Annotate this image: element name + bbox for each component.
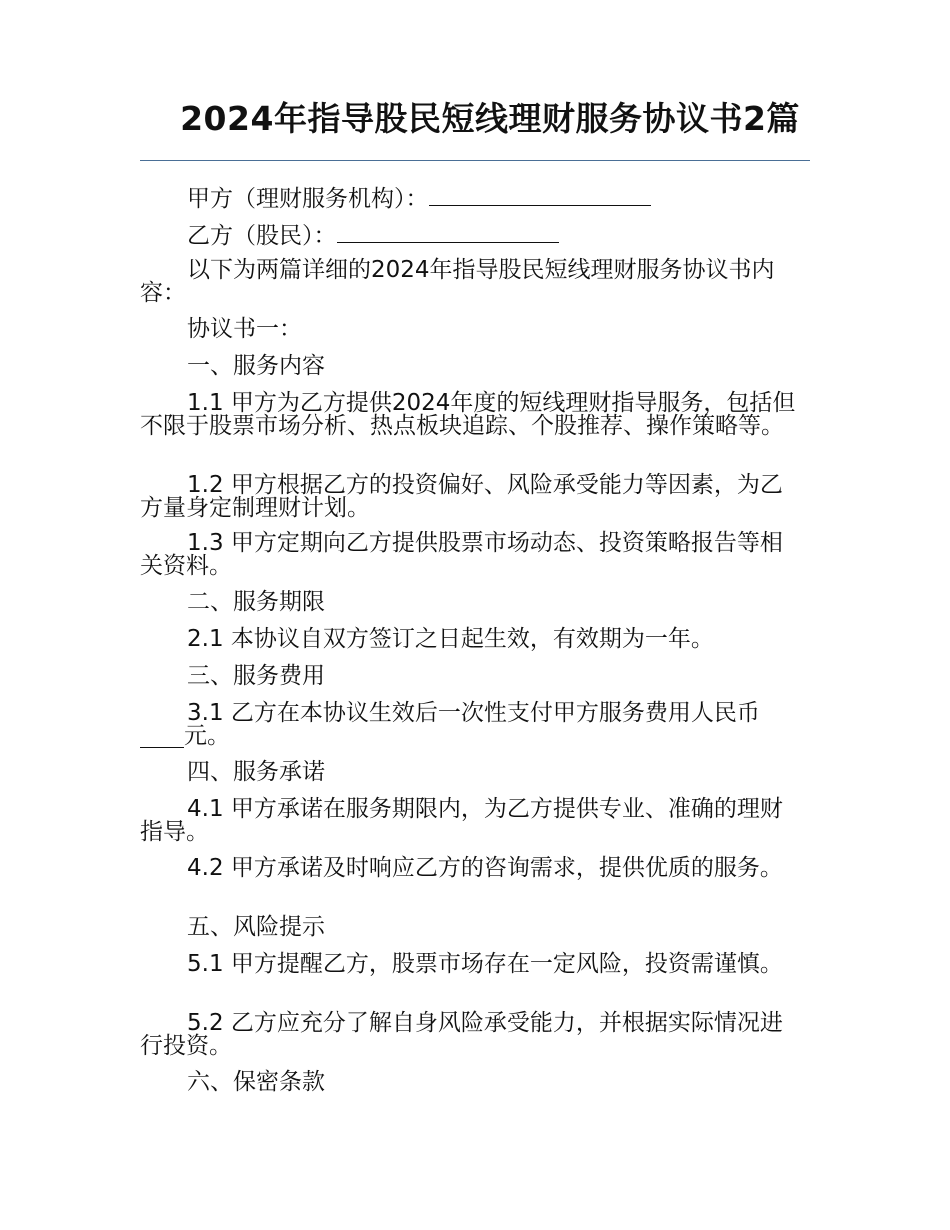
clause-4-2: 4.2 甲方承诺及时响应乙方的咨询需求，提供优质的服务。 [187, 855, 783, 881]
clause-3-1-text: 3.1 乙方在本协议生效后一次性支付甲方服务费用人民币 [187, 700, 760, 726]
clause-3-1 [140, 702, 804, 725]
clause-5-1: 5.1 甲方提醒乙方，股票市场存在一定风险，投资需谨慎。 [187, 951, 783, 977]
clause-4-1: 4.1 甲方承诺在服务期限内，为乙方提供专业、准确的理财指导。 [140, 796, 783, 845]
clause-1-2: 1.2 甲方根据乙方的投资偏好、风险承受能力等因素，为乙方量身定制理财计划。 [140, 472, 783, 521]
section-heading-3: 三、服务费用 [187, 663, 325, 689]
section-heading-5: 五、风险提示 [187, 914, 325, 940]
agreement-one-heading: 协议书一： [187, 316, 302, 342]
section-heading-2: 二、服务期限 [187, 589, 325, 615]
clause-1-3: 1.3 甲方定期向乙方提供股票市场动态、投资策略报告等相关资料。 [140, 530, 783, 579]
party-a-blank[interactable] [429, 185, 651, 206]
section-heading-1: 一、服务内容 [187, 353, 325, 379]
intro-paragraph: 以下为两篇详细的2024年指导股民短线理财服务协议书内容： [140, 257, 775, 306]
clause-5-2: 5.2 乙方应充分了解自身风险承受能力，并根据实际情况进行投资。 [140, 1010, 783, 1059]
section-heading-6: 六、保密条款 [187, 1069, 325, 1095]
fee-amount-blank[interactable] [140, 747, 184, 748]
party-b-label: 乙方（股民）： [187, 223, 337, 249]
party-b-blank[interactable] [337, 222, 559, 243]
clause-3-1-unit: 元。 [184, 723, 230, 749]
title-divider [140, 160, 810, 161]
section-heading-4: 四、服务承诺 [187, 759, 325, 785]
clause-1-1: 1.1 甲方为乙方提供2024年度的短线理财指导服务，包括但不限于股票市场分析、热点板块追踪、个股推荐、操作策略等。 [140, 390, 796, 439]
party-a-label: 甲方（理财服务机构）： [187, 186, 429, 212]
party-b-line [140, 222, 804, 248]
clause-2-1: 2.1 本协议自双方签订之日起生效，有效期为一年。 [187, 626, 714, 652]
party-a-line [140, 185, 804, 211]
document-title: 2024年指导股民短线理财服务协议书2篇 [180, 99, 800, 138]
